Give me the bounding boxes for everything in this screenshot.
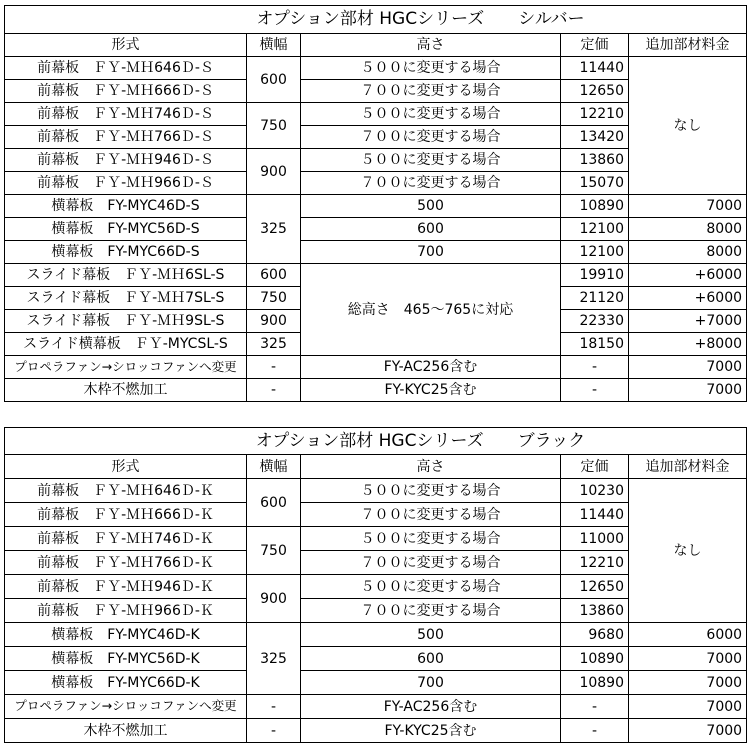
header-extra: 追加部材料金: [629, 455, 747, 479]
height-cell: FY-AC256含む: [301, 356, 561, 379]
height-cell: ５００に変更する場合: [301, 527, 561, 551]
height-cell: FY-AC256含む: [301, 695, 561, 719]
height-cell: ７００に変更する場合: [301, 80, 561, 103]
table-row: [5, 218, 747, 241]
extra-cell: +7000: [629, 310, 747, 333]
height-cell: ５００に変更する場合: [301, 479, 561, 503]
price-cell: 15070: [561, 172, 629, 195]
price-cell: 10890: [561, 195, 629, 218]
price-cell: 10230: [561, 479, 629, 503]
model-cell: プロペラファン→シロッコファンへ変更: [5, 356, 247, 379]
width-cell: 325: [247, 623, 301, 695]
table-title: オプション部材 HGCシリーズ ブラック: [5, 428, 747, 455]
model-cell: 横幕板 FY-MYC56D-S: [5, 218, 247, 241]
height-cell: 500: [301, 195, 561, 218]
black-options-table: [4, 427, 747, 743]
price-cell: 12210: [561, 551, 629, 575]
height-cell: ５００に変更する場合: [301, 575, 561, 599]
model-cell: 横幕板 FY-MYC46D-K: [5, 623, 247, 647]
model-cell: 前幕板 ＦＹ-ＭＨ966Ｄ-Ｓ: [5, 172, 247, 195]
price-cell: 11440: [561, 57, 629, 80]
extra-cell: 7000: [629, 647, 747, 671]
table-row: [5, 264, 747, 287]
header-price: 定価: [561, 34, 629, 57]
width-cell: 600: [247, 57, 301, 103]
header-height: 高さ: [301, 34, 561, 57]
model-cell: 前幕板 ＦＹ-ＭＨ666Ｄ-Ｋ: [5, 503, 247, 527]
width-cell: -: [247, 379, 301, 402]
price-cell: 11000: [561, 527, 629, 551]
width-cell: 325: [247, 333, 301, 356]
table-row: [5, 719, 747, 743]
model-cell: 前幕板 ＦＹ-ＭＨ666Ｄ-Ｓ: [5, 80, 247, 103]
model-cell: スライド幕板 ＦＹ-ＭＨ6SL-S: [5, 264, 247, 287]
width-cell: 750: [247, 103, 301, 149]
price-cell: -: [561, 695, 629, 719]
model-cell: 木枠不燃加工: [5, 719, 247, 743]
model-cell: 前幕板 ＦＹ-ＭＨ766Ｄ-Ｋ: [5, 551, 247, 575]
header-extra: 追加部材料金: [629, 34, 747, 57]
price-cell: 11440: [561, 503, 629, 527]
price-cell: 12650: [561, 575, 629, 599]
price-cell: 9680: [561, 623, 629, 647]
price-cell: 18150: [561, 333, 629, 356]
model-cell: プロペラファン→シロッコファンへ変更: [5, 695, 247, 719]
extra-cell: +8000: [629, 333, 747, 356]
table-row: [5, 195, 747, 218]
price-cell: 13420: [561, 126, 629, 149]
extra-cell: 7000: [629, 195, 747, 218]
width-cell: 900: [247, 310, 301, 333]
price-cell: 10890: [561, 647, 629, 671]
table-row: [5, 57, 747, 80]
price-cell: 10890: [561, 671, 629, 695]
height-cell: ７００に変更する場合: [301, 599, 561, 623]
price-cell: 12210: [561, 103, 629, 126]
price-cell: 22330: [561, 310, 629, 333]
table-row: [5, 379, 747, 402]
height-cell: FY-KYC25含む: [301, 379, 561, 402]
table-row: [5, 241, 747, 264]
header-width: 横幅: [247, 455, 301, 479]
model-cell: 横幕板 FY-MYC46D-S: [5, 195, 247, 218]
model-cell: 前幕板 ＦＹ-ＭＨ966Ｄ-Ｋ: [5, 599, 247, 623]
extra-cell: 7000: [629, 695, 747, 719]
model-cell: スライド幕板 ＦＹ-ＭＨ7SL-S: [5, 287, 247, 310]
price-cell: 12100: [561, 241, 629, 264]
price-cell: 13860: [561, 149, 629, 172]
price-cell: -: [561, 356, 629, 379]
width-cell: 600: [247, 264, 301, 287]
height-cell: 700: [301, 241, 561, 264]
width-cell: 750: [247, 527, 301, 575]
header-price: 定価: [561, 455, 629, 479]
width-cell: 900: [247, 149, 301, 195]
height-cell: ７００に変更する場合: [301, 172, 561, 195]
width-cell: 900: [247, 575, 301, 623]
silver-options-table: [4, 5, 747, 402]
model-cell: 前幕板 ＦＹ-ＭＨ946Ｄ-Ｓ: [5, 149, 247, 172]
height-cell: 700: [301, 671, 561, 695]
model-cell: 前幕板 ＦＹ-ＭＨ766Ｄ-Ｓ: [5, 126, 247, 149]
extra-cell: 7000: [629, 379, 747, 402]
height-cell: ７００に変更する場合: [301, 503, 561, 527]
extra-cell: +6000: [629, 264, 747, 287]
price-cell: 12650: [561, 80, 629, 103]
height-cell: 総高さ 465～765に対応: [301, 264, 561, 356]
price-cell: 21120: [561, 287, 629, 310]
width-cell: 750: [247, 287, 301, 310]
model-cell: 前幕板 ＦＹ-ＭＨ646Ｄ-Ｓ: [5, 57, 247, 80]
height-cell: ５００に変更する場合: [301, 57, 561, 80]
price-cell: 13860: [561, 599, 629, 623]
width-cell: 600: [247, 479, 301, 527]
header-row: [5, 34, 747, 57]
model-cell: 前幕板 ＦＹ-ＭＨ746Ｄ-Ｋ: [5, 527, 247, 551]
width-cell: -: [247, 356, 301, 379]
height-cell: ７００に変更する場合: [301, 126, 561, 149]
height-cell: FY-KYC25含む: [301, 719, 561, 743]
extra-cell: 8000: [629, 241, 747, 264]
model-cell: 前幕板 ＦＹ-ＭＨ646Ｄ-Ｋ: [5, 479, 247, 503]
model-cell: スライド幕板 ＦＹ-ＭＨ9SL-S: [5, 310, 247, 333]
extra-cell: 7000: [629, 671, 747, 695]
width-cell: -: [247, 695, 301, 719]
extra-cell: 6000: [629, 623, 747, 647]
height-cell: 500: [301, 623, 561, 647]
model-cell: スライド横幕板 ＦＹ-MYCSL-S: [5, 333, 247, 356]
table-row: [5, 356, 747, 379]
extra-cell: なし: [629, 57, 747, 195]
extra-cell: 7000: [629, 356, 747, 379]
model-cell: 前幕板 ＦＹ-ＭＨ746Ｄ-Ｓ: [5, 103, 247, 126]
height-cell: 600: [301, 647, 561, 671]
extra-cell: +6000: [629, 287, 747, 310]
table-row: [5, 695, 747, 719]
model-cell: 横幕板 FY-MYC66D-S: [5, 241, 247, 264]
height-cell: ５００に変更する場合: [301, 103, 561, 126]
header-height: 高さ: [301, 455, 561, 479]
price-cell: -: [561, 719, 629, 743]
height-cell: 600: [301, 218, 561, 241]
extra-cell: なし: [629, 479, 747, 623]
model-cell: 横幕板 FY-MYC56D-K: [5, 647, 247, 671]
model-cell: 木枠不燃加工: [5, 379, 247, 402]
model-cell: 前幕板 ＦＹ-ＭＨ946Ｄ-Ｋ: [5, 575, 247, 599]
price-cell: -: [561, 379, 629, 402]
price-cell: 19910: [561, 264, 629, 287]
price-cell: 12100: [561, 218, 629, 241]
header-row: [5, 455, 747, 479]
model-cell: 横幕板 FY-MYC66D-K: [5, 671, 247, 695]
extra-cell: 8000: [629, 218, 747, 241]
table-row: [5, 647, 747, 671]
table-title: オプション部材 HGCシリーズ シルバー: [5, 6, 747, 34]
height-cell: ５００に変更する場合: [301, 149, 561, 172]
width-cell: -: [247, 719, 301, 743]
table-row: [5, 479, 747, 503]
width-cell: 325: [247, 195, 301, 264]
extra-cell: 7000: [629, 719, 747, 743]
table-row: [5, 623, 747, 647]
table-row: [5, 671, 747, 695]
height-cell: ７００に変更する場合: [301, 551, 561, 575]
header-width: 横幅: [247, 34, 301, 57]
header-model: 形式: [5, 455, 247, 479]
header-model: 形式: [5, 34, 247, 57]
